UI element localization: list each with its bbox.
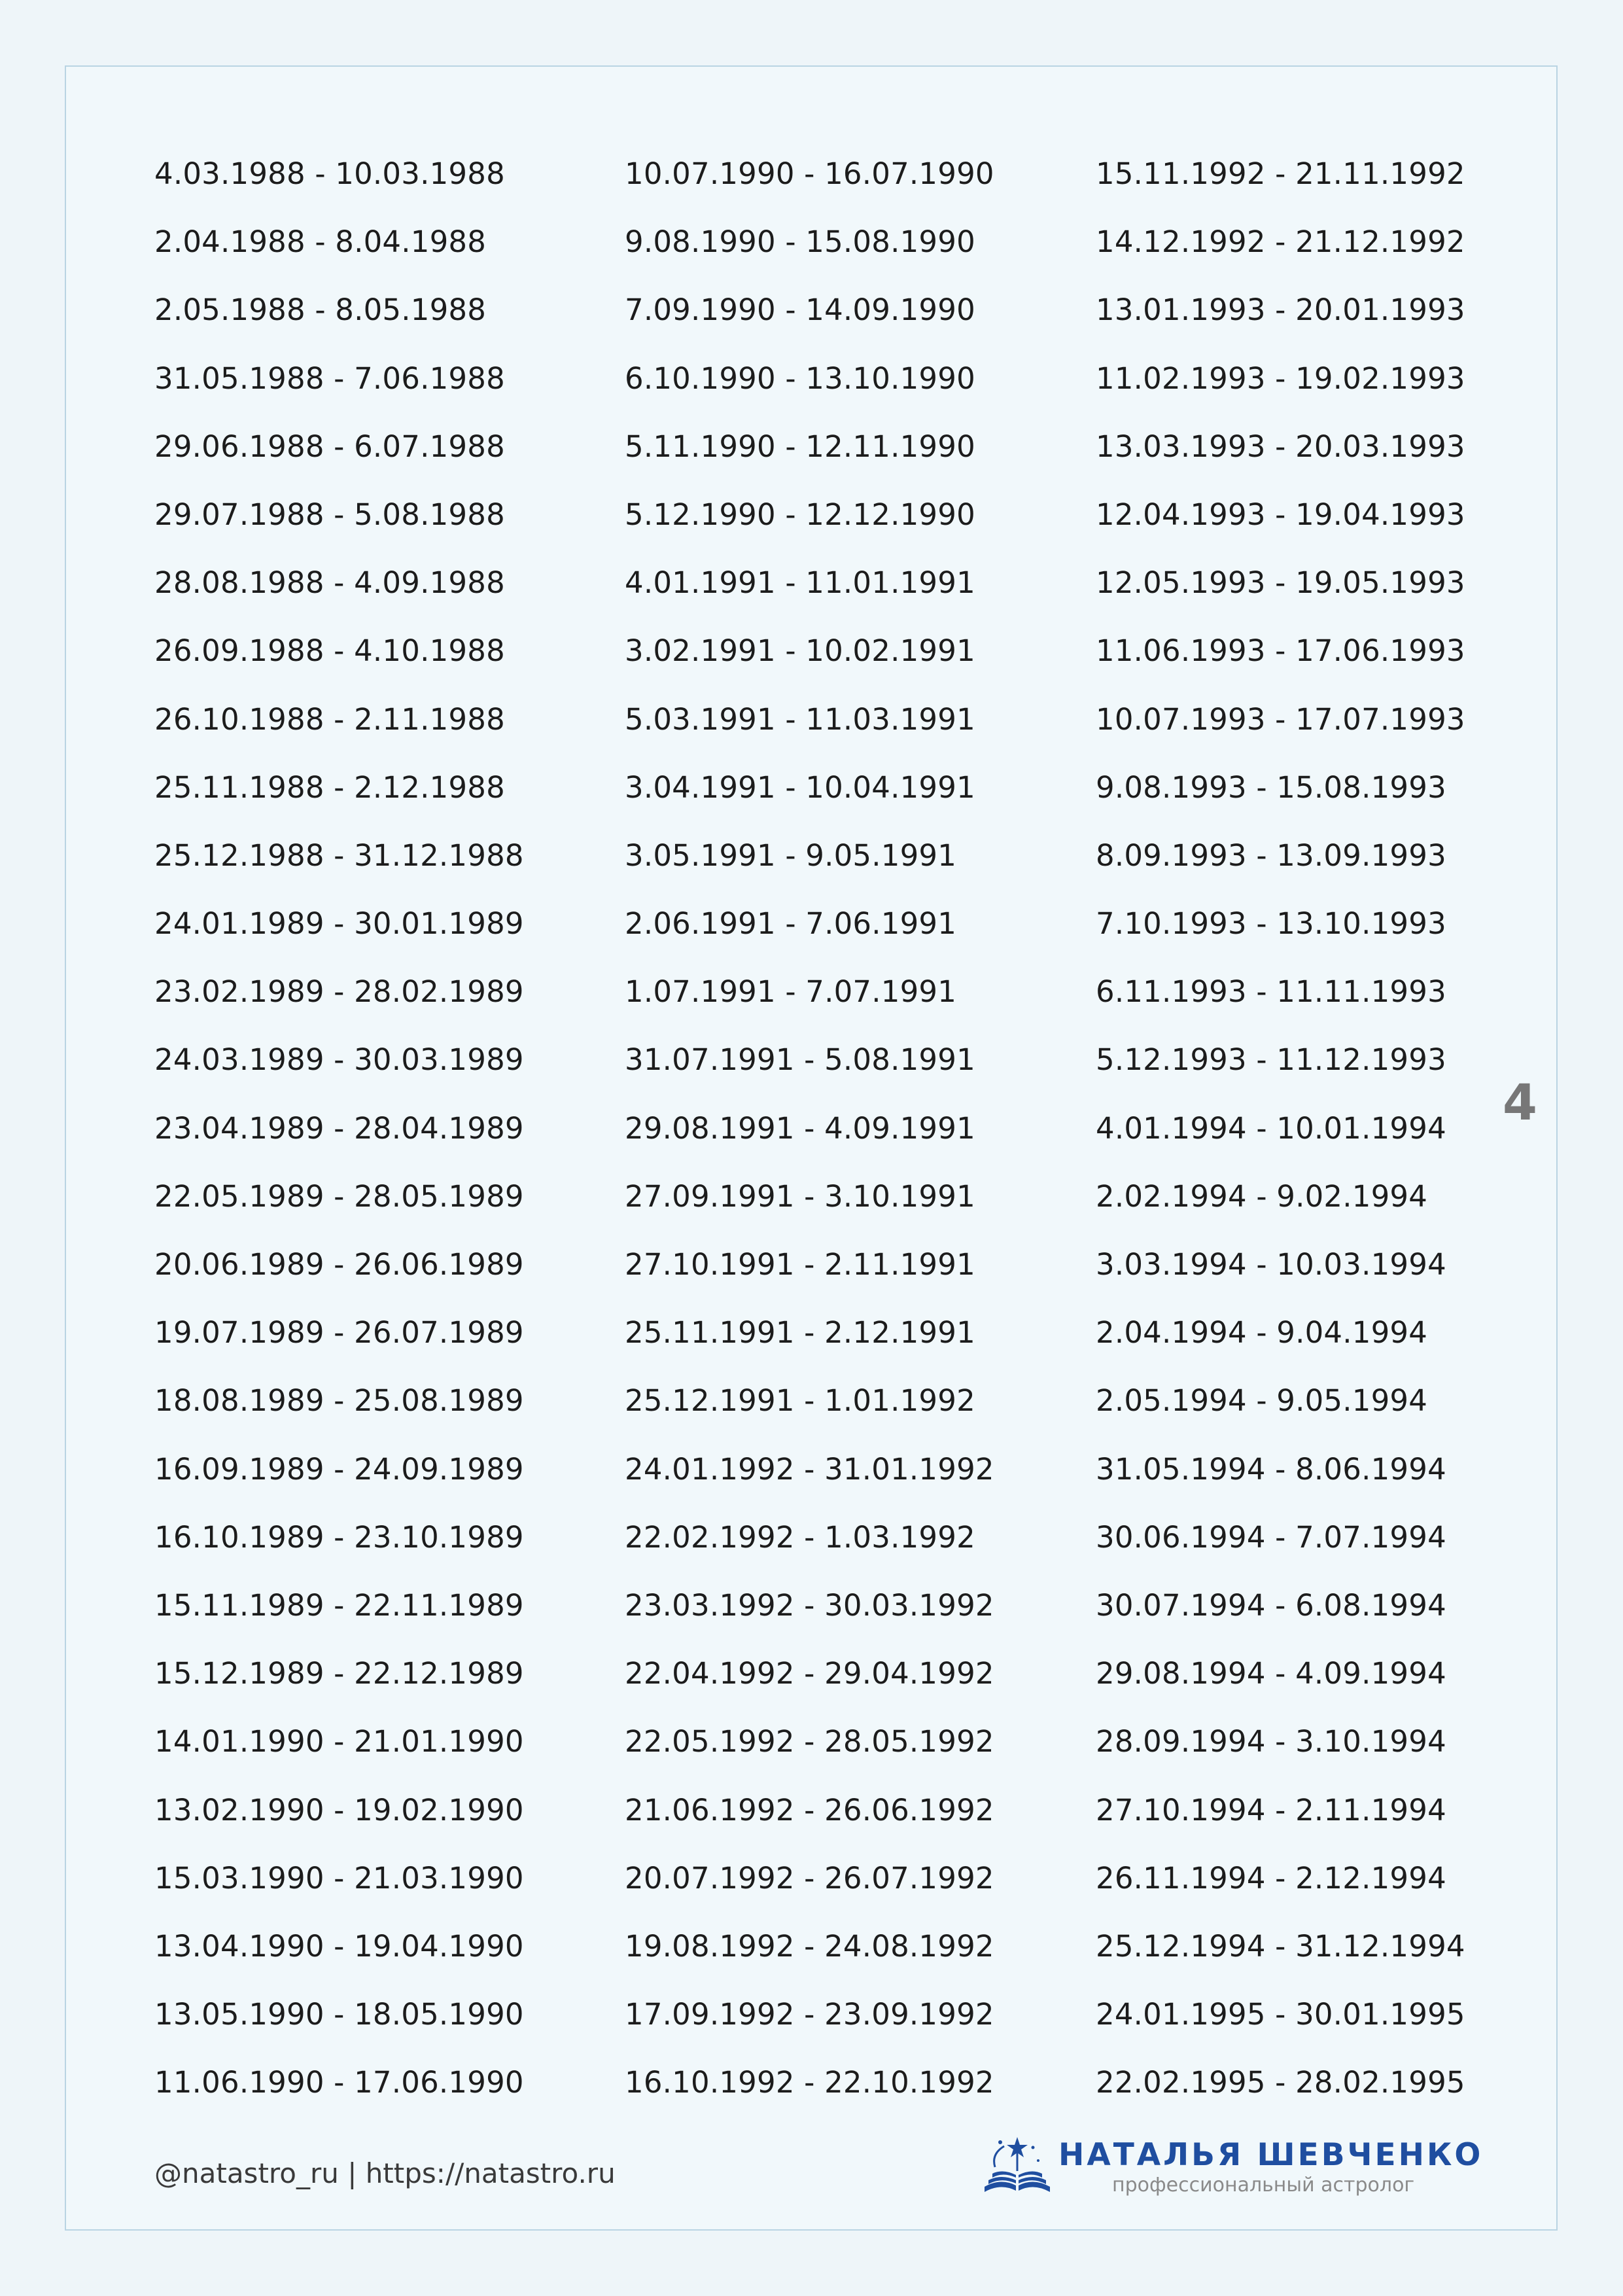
date-range-row: 3.02.1991 - 10.02.1991	[625, 633, 975, 669]
date-range-row: 2.05.1988 - 8.05.1988	[154, 292, 487, 328]
date-range-row: 31.05.1994 - 8.06.1994	[1096, 1451, 1446, 1487]
date-range-row: 22.05.1992 - 28.05.1992	[625, 1724, 994, 1759]
date-range-row: 26.09.1988 - 4.10.1988	[154, 633, 505, 669]
date-range-row: 2.04.1994 - 9.04.1994	[1096, 1315, 1428, 1351]
date-range-row: 27.10.1991 - 2.11.1991	[625, 1247, 975, 1282]
date-range-row: 8.09.1993 - 13.09.1993	[1096, 838, 1446, 873]
date-range-row: 16.10.1989 - 23.10.1989	[154, 1519, 524, 1555]
date-range-row: 23.04.1989 - 28.04.1989	[154, 1110, 524, 1146]
date-range-row: 5.12.1990 - 12.12.1990	[625, 497, 975, 532]
date-range-row: 5.12.1993 - 11.12.1993	[1096, 1042, 1446, 1078]
date-range-row: 29.08.1991 - 4.09.1991	[625, 1110, 975, 1146]
date-range-row: 4.01.1994 - 10.01.1994	[1096, 1110, 1446, 1146]
footer-contact-links[interactable]: @natastro_ru | https://natastro.ru	[154, 2157, 616, 2189]
date-range-row: 22.05.1989 - 28.05.1989	[154, 1178, 524, 1214]
date-range-row: 16.09.1989 - 24.09.1989	[154, 1451, 524, 1487]
date-range-row: 2.02.1994 - 9.02.1994	[1096, 1178, 1428, 1214]
date-range-row: 3.04.1991 - 10.04.1991	[625, 769, 975, 805]
date-column-1	[154, 154, 524, 2131]
date-range-row: 9.08.1990 - 15.08.1990	[625, 224, 975, 260]
date-range-row: 12.04.1993 - 19.04.1993	[1096, 497, 1465, 532]
date-range-row: 28.08.1988 - 4.09.1988	[154, 565, 505, 601]
date-range-row: 13.01.1993 - 20.01.1993	[1096, 292, 1465, 328]
date-range-row: 18.08.1989 - 25.08.1989	[154, 1383, 524, 1419]
date-range-row: 25.12.1988 - 31.12.1988	[154, 838, 524, 873]
date-range-row: 4.03.1988 - 10.03.1988	[154, 156, 505, 191]
date-range-row: 28.09.1994 - 3.10.1994	[1096, 1724, 1446, 1759]
date-range-row: 12.05.1993 - 19.05.1993	[1096, 565, 1465, 601]
date-column-2	[625, 154, 994, 2131]
date-range-row: 22.04.1992 - 29.04.1992	[625, 1656, 994, 1691]
date-range-row: 1.07.1991 - 7.07.1991	[625, 974, 957, 1010]
date-range-row: 23.02.1989 - 28.02.1989	[154, 974, 524, 1010]
date-range-row: 4.01.1991 - 11.01.1991	[625, 565, 975, 601]
date-range-row: 9.08.1993 - 15.08.1993	[1096, 769, 1446, 805]
date-range-row: 13.03.1993 - 20.03.1993	[1096, 429, 1465, 464]
date-range-row: 16.10.1992 - 22.10.1992	[625, 2065, 994, 2100]
date-range-row: 15.11.1992 - 21.11.1992	[1096, 156, 1465, 191]
date-range-row: 31.07.1991 - 5.08.1991	[625, 1042, 975, 1078]
logo-name: НАТАЛЬЯ ШЕВЧЕНКО	[1058, 2137, 1484, 2173]
date-range-row: 23.03.1992 - 30.03.1992	[625, 1587, 994, 1623]
date-range-row: 6.10.1990 - 13.10.1990	[625, 361, 975, 396]
date-range-row: 2.04.1988 - 8.04.1988	[154, 224, 487, 260]
date-range-row: 19.08.1992 - 24.08.1992	[625, 1928, 994, 1964]
date-range-row: 29.06.1988 - 6.07.1988	[154, 429, 505, 464]
date-range-row: 3.03.1994 - 10.03.1994	[1096, 1247, 1446, 1282]
date-range-row: 11.06.1990 - 17.06.1990	[154, 2065, 524, 2100]
date-range-row: 6.11.1993 - 11.11.1993	[1096, 974, 1446, 1010]
date-range-row: 25.11.1988 - 2.12.1988	[154, 769, 505, 805]
date-column-3	[1096, 154, 1465, 2131]
open-book-star-icon	[978, 2134, 1056, 2200]
date-range-row: 17.09.1992 - 23.09.1992	[625, 1997, 994, 2032]
date-range-row: 10.07.1993 - 17.07.1993	[1096, 701, 1465, 737]
date-range-row: 5.03.1991 - 11.03.1991	[625, 701, 975, 737]
date-range-row: 27.10.1994 - 2.11.1994	[1096, 1792, 1446, 1828]
date-range-row: 10.07.1990 - 16.07.1990	[625, 156, 994, 191]
date-range-row: 11.02.1993 - 19.02.1993	[1096, 361, 1465, 396]
date-range-row: 31.05.1988 - 7.06.1988	[154, 361, 505, 396]
date-range-row: 27.09.1991 - 3.10.1991	[625, 1178, 975, 1214]
date-range-row: 30.07.1994 - 6.08.1994	[1096, 1587, 1446, 1623]
date-range-row: 22.02.1992 - 1.03.1992	[625, 1519, 975, 1555]
date-range-row: 2.06.1991 - 7.06.1991	[625, 906, 957, 942]
date-range-row: 24.01.1992 - 31.01.1992	[625, 1451, 994, 1487]
date-range-row: 26.10.1988 - 2.11.1988	[154, 701, 505, 737]
date-range-row: 29.07.1988 - 5.08.1988	[154, 497, 505, 532]
date-range-row: 19.07.1989 - 26.07.1989	[154, 1315, 524, 1351]
page-number: 4	[1503, 1073, 1537, 1131]
date-range-row: 29.08.1994 - 4.09.1994	[1096, 1656, 1446, 1691]
date-range-row: 25.11.1991 - 2.12.1991	[625, 1315, 975, 1351]
date-range-row: 20.07.1992 - 26.07.1992	[625, 1860, 994, 1896]
date-range-row: 5.11.1990 - 12.11.1990	[625, 429, 975, 464]
date-range-row: 21.06.1992 - 26.06.1992	[625, 1792, 994, 1828]
date-range-row: 22.02.1995 - 28.02.1995	[1096, 2065, 1465, 2100]
date-range-row: 30.06.1994 - 7.07.1994	[1096, 1519, 1446, 1555]
date-range-row: 24.01.1995 - 30.01.1995	[1096, 1997, 1465, 2032]
date-range-row: 15.11.1989 - 22.11.1989	[154, 1587, 524, 1623]
date-range-row: 24.03.1989 - 30.03.1989	[154, 1042, 524, 1078]
date-range-row: 14.01.1990 - 21.01.1990	[154, 1724, 524, 1759]
date-range-row: 15.12.1989 - 22.12.1989	[154, 1656, 524, 1691]
logo-tagline: профессиональный астролог	[1112, 2174, 1415, 2197]
date-range-row: 11.06.1993 - 17.06.1993	[1096, 633, 1465, 669]
date-range-row: 25.12.1994 - 31.12.1994	[1096, 1928, 1465, 1964]
date-range-row: 25.12.1991 - 1.01.1992	[625, 1383, 975, 1419]
date-range-row: 24.01.1989 - 30.01.1989	[154, 906, 524, 942]
date-range-row: 7.10.1993 - 13.10.1993	[1096, 906, 1446, 942]
date-range-row: 13.05.1990 - 18.05.1990	[154, 1997, 524, 2032]
date-range-row: 26.11.1994 - 2.12.1994	[1096, 1860, 1446, 1896]
date-range-row: 15.03.1990 - 21.03.1990	[154, 1860, 524, 1896]
date-range-row: 2.05.1994 - 9.05.1994	[1096, 1383, 1428, 1419]
date-range-row: 3.05.1991 - 9.05.1991	[625, 838, 957, 873]
date-range-row: 13.04.1990 - 19.04.1990	[154, 1928, 524, 1964]
date-range-row: 13.02.1990 - 19.02.1990	[154, 1792, 524, 1828]
date-range-row: 20.06.1989 - 26.06.1989	[154, 1247, 524, 1282]
date-range-row: 7.09.1990 - 14.09.1990	[625, 292, 975, 328]
date-range-row: 14.12.1992 - 21.12.1992	[1096, 224, 1465, 260]
